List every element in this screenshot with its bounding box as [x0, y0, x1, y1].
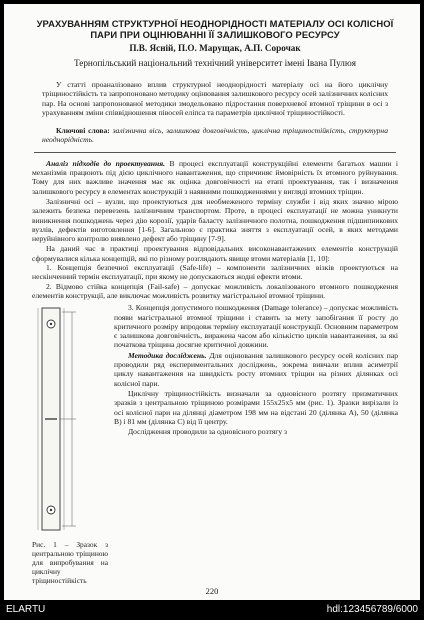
page-content	[32, 18, 398, 585]
paragraph-1-text: В процесі експлуатації конструкційні елементи багатьох машин і механізмів працюють під дією циклічного навантаження, що спричиняє ймовірність їх втомного руйнування. Тому для них важливе значення має як оцінка довговічності на етапі проектування, так і визначення залишкового ресурсу в елементах конструкцій з наявними пошкодженнями у вигляді втомних тріщин.	[32, 158, 399, 196]
viewer-footer	[0, 600, 424, 620]
specimen-drawing	[32, 302, 108, 538]
figure-row	[32, 302, 398, 585]
section-heading-methods: Методика досліджень.	[128, 350, 207, 360]
paper-affiliation: Тернопільський національний технічний університет імені Івана Пулюя	[74, 58, 356, 68]
footer-handle-label: hdl:123456789/6000	[326, 604, 418, 615]
list-item: 2. Відмово стійка концепція (Fail-safe) – допускає можливість локалізованого втомного пошкодження елементів конструкції, але виключає можливість розвитку магістральної втомної тріщини.	[32, 281, 398, 300]
paragraph-3: На даний час в практиці проектування відповідальних високонавантажених елементів конструкцій сформувалися кілька концепцій, які по різному розглядають явище втоми матеріалів [1, 10]:	[32, 244, 398, 263]
paragraph-1	[32, 159, 398, 196]
keywords-label: Ключові слова:	[56, 126, 110, 136]
specimen-figure	[32, 302, 108, 538]
keywords-list: залізнична вісь, залишкова довговічність, циклічна тріщиностійкість, структурна неоднорідність.	[42, 126, 388, 145]
section-divider	[34, 152, 396, 153]
paragraph-4-text: Для оцінювання залишкового ресурсу осей колісних пар проводили ряд експериментальних досліджень, зокрема вивчали вплив асиметрії циклу навантаження на швидкість росту втомних тріщин на різних ділянках осі колісної пари.	[114, 350, 398, 388]
paragraph-5: Циклічну тріщиностійкість визначали за одновісного розтягу призматичних зразків з центральною тріщиною розмірами 155х25х5 мм (рис. 1). Зразки вирізали із осі колісної пари на ділянці діаметром 198 мм на відстані 20 (ділянка А), 50 (ділянка B) і 81 мм (ділянка C) від її центру.	[114, 388, 398, 426]
page-number: 220	[205, 586, 219, 596]
paragraph-4	[114, 351, 398, 388]
paper-body	[32, 159, 398, 585]
figure-caption: Рис. 1 – Зразок з центральною тріщиною для випробування на циклічну тріщиностійкість	[32, 540, 108, 586]
paragraph-2: Залізничні осі – вузли, що проектуються для необмеженого терміну служби і від яких значно мірою залежить безпека перевезень залізничним транспортом. Проте, в процесі експлуатації не можна уникнути виникнення пошкоджень через дію корозії, ударів баласту залізничного полотна, пошкодження підшипникових вузлів, дефектів виготовлення [1-6]. Загальною є практика зняття з експлуатації осей, в яких методами неруйнівного контролю виявлено дефект або тріщину [7-9].	[32, 196, 398, 244]
paragraph-6: Дослідження проводили за одновісного розтягу з	[128, 427, 288, 437]
list-item: 3. Концепція допустимого пошкодження (Damage tolerance) – допускає можливість появи магістральної втомної тріщини і ставить за мету запобігання її росту до критичного розміру впродовж терміну експлуатації конструкції. Основним параметром є залишкова довговічність, виражена часом або кількістю циклів навантаження, за які початкова тріщина досягне критичної довжини.	[114, 303, 398, 350]
paper-authors: П.В. Ясній, П.О. Марущак, А.П. Сорочак	[129, 43, 301, 53]
paper-title: УРАХУВАННЯМ СТРУКТУРНОЇ НЕОДНОРІДНОСТІ МАТЕРІАЛУ ОСІ КОЛІСНОЇ ПАРИ ПРИ ОЦІНЮВАННІ ЇЇ ЗАЛИШКОВОГО РЕСУРСУ	[36, 18, 394, 40]
footer-repository-label: ELARTU	[6, 604, 46, 615]
section-heading-analysis: Аналіз підходів до проектування.	[46, 158, 166, 168]
keywords	[42, 126, 388, 145]
abstract: У статті проаналізовано вплив структурної неоднорідності матеріалу осі на його циклічну тріщиностійкість та запропоновано методику оцінювання залишкового ресурсу осей залізничних колісних пар. На основі запропонованої методики змодельовано підростання поверхневої втомної тріщини в осі з урахуванням зміни співвідношення півосей еліпса та параметрів циклічної тріщиностійкості.	[42, 80, 388, 117]
concept-list	[32, 263, 398, 300]
list-item: 1. Концепція безпечної експлуатації (Safe-life) – компоненти залізничних візків проектуються на нескінченний термін експлуатації, при якому не допускаються жодні ефекти втоми.	[32, 263, 398, 282]
figure-side-text	[114, 302, 398, 585]
paper-page	[4, 4, 420, 600]
figure-column	[32, 302, 108, 585]
